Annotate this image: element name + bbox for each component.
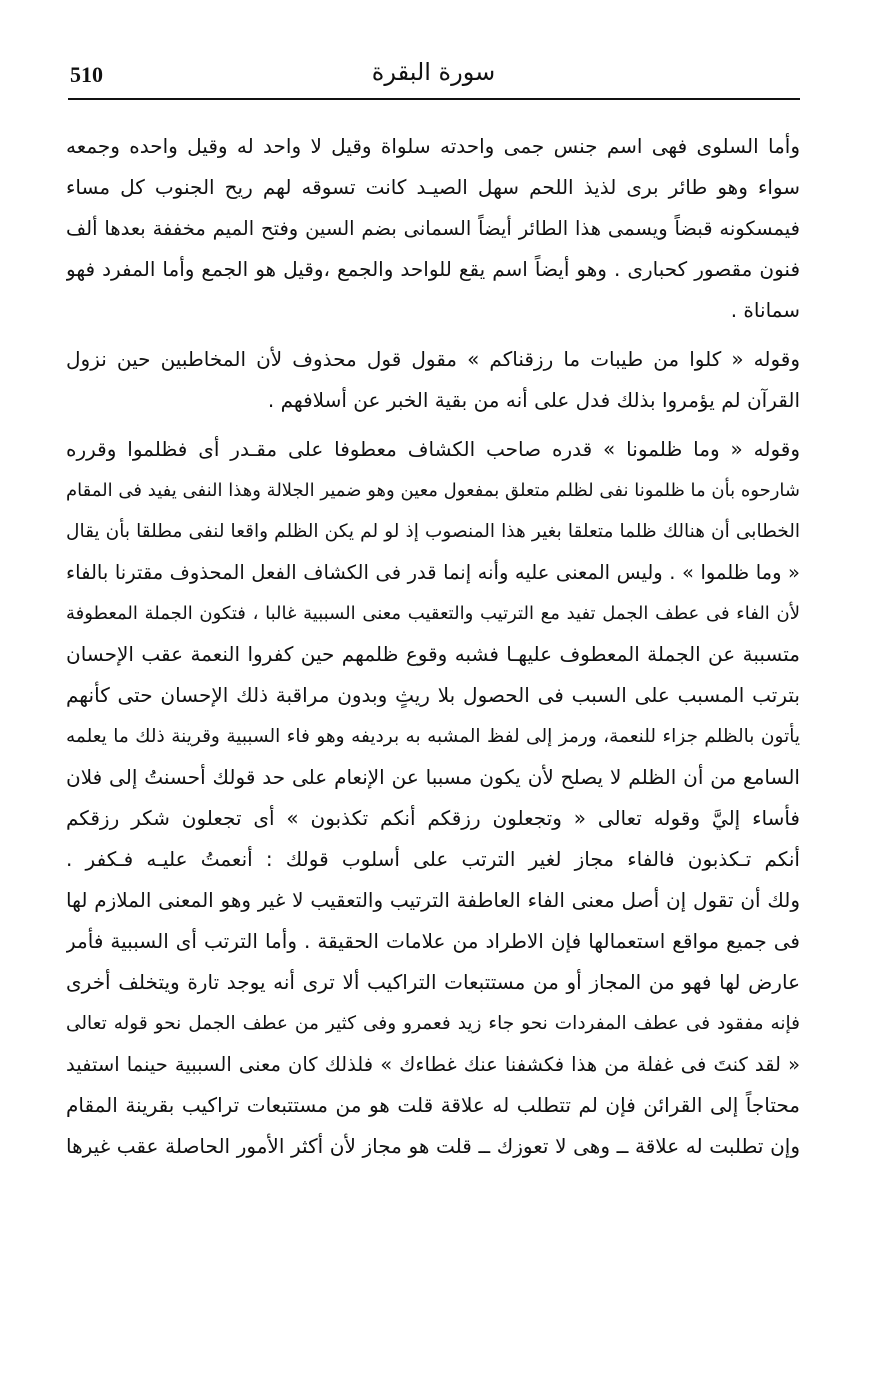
text-line: ولك أن تقول إن أصل معنى الفاء العاطفة الترتيب والتعقيب لا غير وهو المعنى الملازم لها xyxy=(66,888,800,912)
text-line: وإن تطلبت له علاقة ــ وهى لا تعوزك ــ قلت هو مجاز لأن أكثر الأمور الحاصلة عقب غيرها xyxy=(66,1134,800,1158)
paragraph-kulu xyxy=(66,339,800,421)
text-line: الخطابى أن هنالك ظلما متعلقا بغير هذا المنصوب إذ لو لم يكن الظلم واقعا لنفى مطلقا بأن يقال xyxy=(66,521,800,542)
running-title: سورة البقرة xyxy=(371,58,496,86)
paragraph-wama-zalamuna xyxy=(66,429,800,1167)
text-line: وأما السلوى فهى اسم جنس جمى واحدته سلواة وقيل لا واحد له وقيل واحده وجمعه xyxy=(66,134,800,158)
text-line: السامع من أن الظلم لا يصلح لأن يكون مسببا عن الإنعام على حد قولك أحسنتُ إلى فلان xyxy=(66,765,800,789)
text-line: شارحوه بأن ما ظلمونا نفى لظلم متعلق بمفعول معين وهو ضمير الجلالة وهذا النفى يفيد فى المقام xyxy=(66,480,800,501)
text-line: أنكم تـكذبون فالفاء مجاز لغير الترتب على أسلوب قولك : أنعمتُ عليـه فـكفر . xyxy=(66,847,800,871)
text-line: سماناة . xyxy=(730,298,800,322)
text-line: بترتب المسبب على السبب فى الحصول بلا ريثٍ وبدون مراقبة ذلك الإحسان حتى كأنهم xyxy=(66,683,800,707)
text-line: فأساء إليَّ وقوله تعالى « وتجعلون رزقكم أنكم تكذبون » أى تجعلون شكر رزقكم xyxy=(66,806,800,830)
text-line: عارض لها فهو من المجاز أو من مستتبعات التراكيب ألا ترى أنه يوجد تارة ويتخلف أخرى xyxy=(66,970,800,994)
text-line: وقوله « كلوا من طيبات ما رزقناكم » مقول قول محذوف لأن المخاطبين حين نزول xyxy=(66,347,800,371)
text-line: فنون مقصور كحبارى . وهو أيضاً اسم يقع للواحد والجمع ،وقيل هو الجمع وأما المفرد فهو xyxy=(66,257,800,281)
body-text xyxy=(66,126,800,1175)
text-line: محتاجاً إلى القرائن فإن لم تتطلب له علاقة قلت هو من مستتبعات تراكيب بقرينة المقام xyxy=(66,1093,800,1117)
page-number: 510 xyxy=(70,62,103,87)
paragraph-salwa xyxy=(66,126,800,331)
page-header xyxy=(70,58,797,96)
header-divider xyxy=(68,98,800,100)
text-line: يأتون بالظلم جزاء للنعمة، ورمز إلى لفظ المشبه به برديفه وهو فاء السببية وقرينة ذلك ما يعلمه xyxy=(66,726,800,747)
text-line: وقوله « وما ظلمونا » قدره صاحب الكشاف معطوفا على مقـدر أى فظلموا وقرره xyxy=(66,437,800,461)
text-line: لأن الفاء فى عطف الجمل تفيد مع الترتيب والتعقيب معنى السببية غالبا ، فتكون الجملة المعطوفة xyxy=(66,603,800,624)
text-line: فيمسكونه قبضاً ويسمى هذا الطائر أيضاً السمانى بضم السين وفتح الميم مخففة بعدها ألف xyxy=(66,217,800,240)
text-line: « وما ظلموا » . وليس المعنى عليه وأنه إنما قدر فى الكشاف الفعل المحذوف مقترنا بالفاء xyxy=(66,561,800,584)
text-line: « لقد كنتَ فى غفلة من هذا فكشفنا عنك غطاءك » فلذلك كان معنى السببية حينما استفيد xyxy=(66,1053,800,1076)
text-line: سواء وهو طائر برى لذيذ اللحم سهل الصيـد كانت تسوقه لهم ريح الجنوب كل مساء xyxy=(66,175,800,199)
text-line: فإنه مفقود فى عطف المفردات نحو جاء زيد فعمرو وفى كثير من عطف الجمل نحو قوله تعالى xyxy=(66,1013,800,1034)
text-line: فى جميع مواقع استعمالها فإن الاطراد من علامات الحقيقة . وأما الترتب أى السببية فأمر xyxy=(66,929,800,953)
text-line: متسببة عن الجملة المعطوف عليهـا فشبه وقوع ظلمهم حين كفروا النعمة عقب الإحسان xyxy=(66,642,800,666)
text-line: القرآن لم يؤمروا بذلك فدل على أنه من بقية الخبر عن أسلافهم . xyxy=(267,388,800,412)
